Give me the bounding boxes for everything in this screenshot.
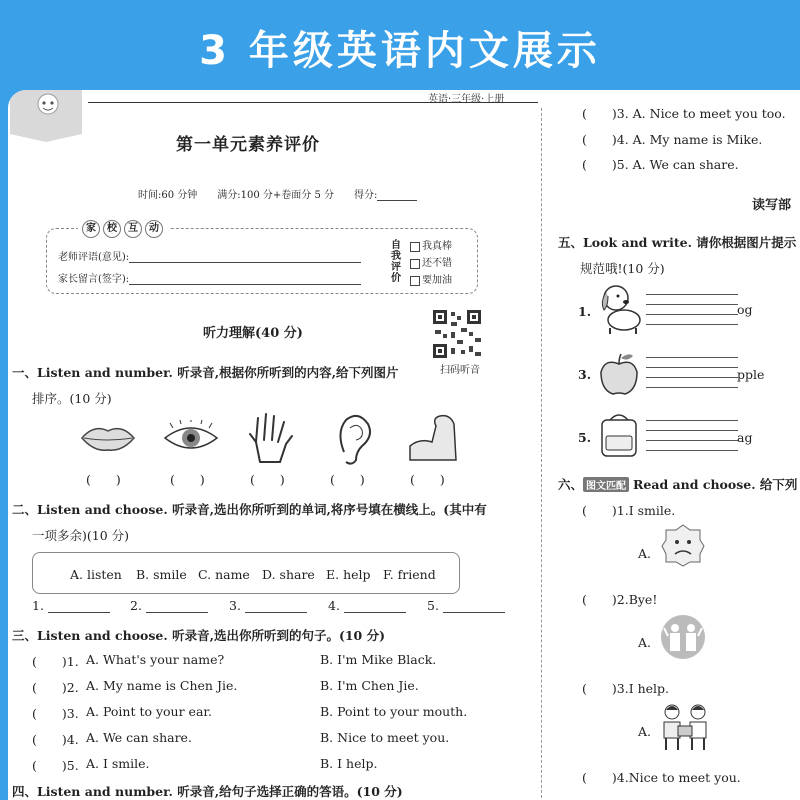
section1-blank-1[interactable]: ( ) [86, 472, 121, 487]
s3-row3-b: B. Point to your mouth. [320, 704, 468, 719]
s3-row2-b: B. I'm Chen Jie. [320, 678, 419, 693]
section1-title: 一、Listen and number. 听录音,根据你所听到的内容,给下列图片 [12, 365, 399, 380]
info-line: 时间:60 分钟 满分:100 分+卷面分 5 分 得分: [138, 186, 417, 201]
s6-q3[interactable]: ( )3.I help. [582, 681, 670, 696]
s3-row1-b: B. I'm Mike Black. [320, 652, 437, 667]
section4-title-cut: 四、Listen and number. 听录音,给句子选择正确的答语。(10 分) [12, 784, 403, 799]
qr-code-icon[interactable] [431, 308, 483, 360]
header-rule [88, 102, 538, 103]
people-waving-icon [660, 614, 706, 660]
s3-row2-num[interactable]: ( )2. [32, 680, 79, 695]
self-eval-label: 自 我 评 价 [391, 240, 401, 284]
s3-row1-a: A. What's your name? [86, 652, 225, 667]
sad-face-icon [660, 522, 706, 568]
s5-item1-num: 1. [578, 304, 592, 319]
s3-row5-a: A. I smile. [86, 756, 150, 771]
apple-icon [597, 352, 641, 396]
s3-row4-a: A. We can share. [86, 730, 192, 745]
word-option-a: A. listen [70, 567, 122, 582]
section2-title-cont: 一项多余)(10 分) [32, 528, 130, 543]
word-option-e: E. help [326, 567, 371, 582]
parent-comment-label: 家长留言(签字): [58, 270, 361, 285]
s3-row2-a: A. My name is Chen Jie. [86, 678, 238, 693]
section3-title: 三、Listen and choose. 听录音,选出你所听到的句子。(10 分) [12, 628, 386, 643]
s3-row1-num[interactable]: ( )1. [32, 654, 79, 669]
hand-icon [246, 412, 296, 464]
section5-title: 五、Look and write. 请你根据图片提示 [558, 235, 797, 250]
answer-line-4[interactable]: 4. [328, 598, 406, 613]
eye-icon [163, 420, 219, 456]
read-write-title: 读写部 [752, 198, 792, 213]
s6-q2[interactable]: ( )2.Bye! [582, 592, 658, 607]
section6-title: 六、 图文匹配 Read and choose. 给下列 [558, 477, 798, 492]
ear-icon [334, 412, 374, 466]
s6-q1-option: A. [638, 546, 652, 561]
s3-row4-num[interactable]: ( )4. [32, 732, 79, 747]
banner-title: 3 年级英语内文展示 [199, 27, 601, 74]
self-eval-option-2[interactable]: 还不错 [410, 254, 452, 269]
s6-q4[interactable]: ( )4.Nice to meet you. [582, 770, 741, 785]
word-option-d: D. share [262, 567, 315, 582]
section1-blank-2[interactable]: ( ) [170, 472, 205, 487]
s3-row5-b: B. I help. [320, 756, 378, 771]
page-header: 英语·三年级·上册 [428, 94, 505, 105]
s3-row4-b: B. Nice to meet you. [320, 730, 450, 745]
s6-q3-option: A. [638, 724, 652, 739]
section1-blank-3[interactable]: ( ) [250, 472, 285, 487]
s3-row3-a: A. Point to your ear. [86, 704, 212, 719]
word-option-c: C. name [198, 567, 250, 582]
children-helping-icon [656, 702, 714, 752]
word-option-f: F. friend [383, 567, 436, 582]
section1-blank-4[interactable]: ( ) [330, 472, 365, 487]
right-q4[interactable]: ( )4. A. My name is Mike. [582, 132, 763, 147]
lips-icon [80, 422, 136, 454]
listening-title: 听力理解(40 分) [203, 326, 303, 341]
s3-row3-num[interactable]: ( )3. [32, 706, 79, 721]
s3-row5-num[interactable]: ( )5. [32, 758, 79, 773]
teacher-comment-label: 老师评语(意见): [58, 248, 361, 263]
right-q5[interactable]: ( )5. A. We can share. [582, 157, 739, 172]
section1-title-cont: 排序。(10 分) [32, 391, 112, 406]
word-option-b: B. smile [136, 567, 187, 582]
arm-muscle-icon [406, 412, 462, 466]
section2-title: 二、Listen and choose. 听录音,选出你所听到的单词,将序号填在横线上。(其中有 [12, 502, 487, 517]
s6-q2-option: A. [638, 635, 652, 650]
s5-item1-suffix: og [737, 302, 753, 317]
section1-blank-5[interactable]: ( ) [410, 472, 445, 487]
self-eval-option-3[interactable]: 要加油 [410, 271, 452, 286]
cartoon-badge-icon [10, 90, 82, 142]
answer-line-2[interactable]: 2. [130, 598, 208, 613]
qr-caption: 扫码听音 [440, 365, 480, 376]
school-bag-icon [594, 410, 644, 460]
s5-item5-suffix: ag [737, 430, 753, 445]
self-eval-option-1[interactable]: 我真棒 [410, 237, 452, 252]
column-divider [541, 108, 542, 800]
right-q3[interactable]: ( )3. A. Nice to meet you too. [582, 106, 786, 121]
s5-item3-suffix: pple [737, 367, 765, 382]
unit-title: 第一单元素养评价 [176, 135, 320, 155]
answer-line-5[interactable]: 5. [427, 598, 505, 613]
s5-item5-num: 5. [578, 430, 592, 445]
section5-title-cont: 规范哦!(10 分) [580, 261, 665, 276]
worksheet-page [8, 90, 800, 800]
answer-line-3[interactable]: 3. [229, 598, 307, 613]
s6-q1[interactable]: ( )1.I smile. [582, 503, 676, 518]
s5-item3-num: 3. [578, 367, 592, 382]
home-school-title: 家 校 互 动 [78, 219, 170, 238]
answer-line-1[interactable]: 1. [32, 598, 110, 613]
dog-icon [596, 282, 646, 336]
